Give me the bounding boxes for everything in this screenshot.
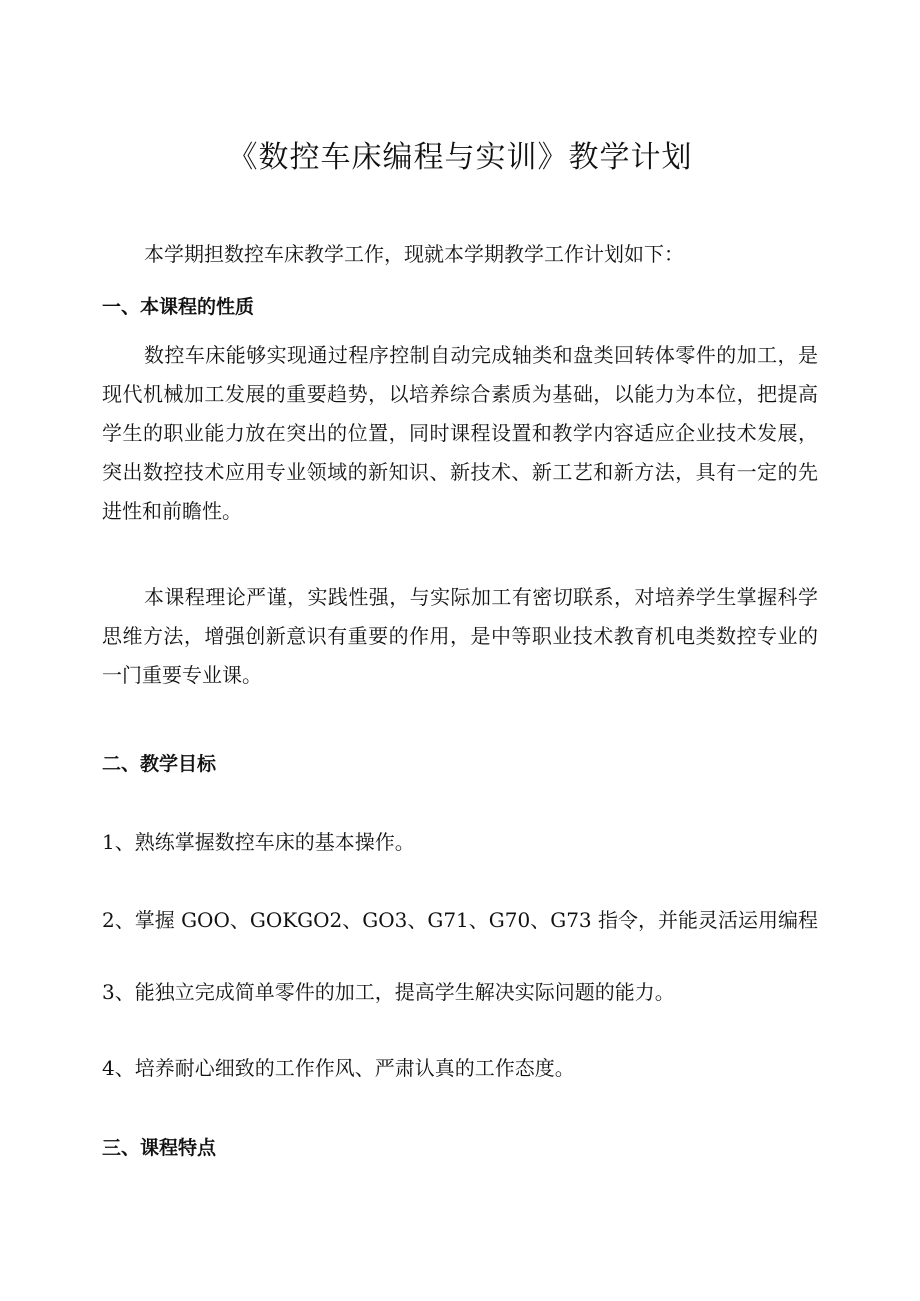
nature-paragraph-1: 数控车床能够实现通过程序控制自动完成轴类和盘类回转体零件的加工，是现代机械加工发展的重要趋势，以培养综合素质为基础，以能力为本位，把提高学生的职业能力放在突出的位置，同时课程设置和教学内容适应企业技术发展，突出数控技术应用专业领域的新知识、新技术、新工艺和新方法，具有一定的先进性和前瞻性。 (102, 343, 818, 523)
goal-item-4: 4、培养耐心细致的工作作风、严肃认真的工作态度。 (102, 1056, 575, 1080)
section-heading-features: 三、课程特点 (102, 1137, 217, 1159)
section-heading-nature: 一、本课程的性质 (102, 296, 255, 318)
goal-item-3: 3、能独立完成简单零件的加工，提高学生解决实际问题的能力。 (102, 980, 675, 1004)
document-title: 《数控车床编程与实训》教学计划 (227, 140, 693, 175)
intro-text: 本学期担数控车床教学工作，现就本学期教学工作计划如下： (144, 242, 684, 266)
goal-item-1: 1、熟练掌握数控车床的基本操作。 (102, 830, 415, 854)
goal-item-2: 2、掌握 GOO、GOKGO2、GO3、G71、G70、G73 指令，并能灵活运用编程 (102, 908, 818, 932)
nature-paragraph-2: 本课程理论严谨，实践性强，与实际加工有密切联系，对培养学生掌握科学思维方法，增强创新意识有重要的作用，是中等职业技术教育机电类数控专业的一门重要专业课。 (102, 585, 818, 687)
section-heading-goals: 二、教学目标 (102, 753, 217, 775)
